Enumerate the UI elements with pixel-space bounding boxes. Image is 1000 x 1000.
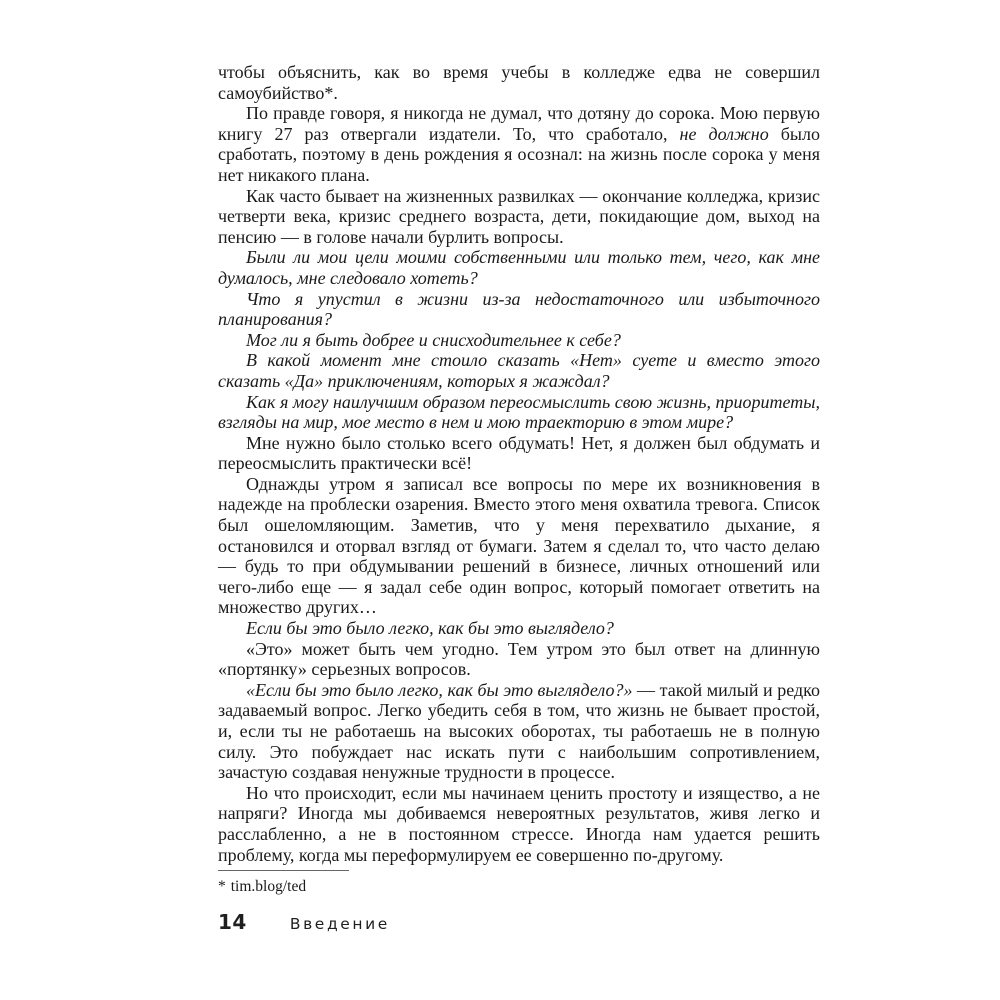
paragraph — [218, 392, 820, 433]
text-run: — такой милый и редко задаваемый вопрос. Легко убедить себя в том, что жизнь не бывает простой, и, если ты не работаешь на высоких оборотах, ты работаешь не в полную силу. Это побуждает нас искать пути с наибольшим сопротивлением, зачастую создавая ненужные трудности в процессе. — [218, 679, 820, 783]
paragraph — [218, 783, 820, 865]
page-footer — [218, 910, 390, 934]
text-run: Что я упустил в жизни из-за недостаточного или избыточного планирования? — [218, 288, 820, 330]
footnote — [218, 870, 349, 896]
footnote-divider — [218, 870, 349, 871]
text-run: Мог ли я быть добрее и снисходительнее к себе? — [246, 329, 621, 350]
text-run: Мне нужно было столько всего обдумать! Нет, я должен был обдумать и переосмыслить практически всё! — [218, 432, 820, 474]
paragraph — [218, 618, 820, 639]
emphasized-text: «Если бы это было легко, как бы это выглядело?» — [246, 679, 633, 700]
paragraph — [218, 103, 820, 185]
text-run: Как часто бывает на жизненных развилках — окончание колледжа, кризис четверти века, кризис среднего возраста, дети, покидающие дом, выход на пенсию — в голове начали бурлить вопросы. — [218, 185, 820, 247]
paragraph — [218, 474, 820, 618]
text-run: «Это» может быть чем угодно. Тем утром это был ответ на длинную «портянку» серьезных вопросов. — [218, 638, 820, 680]
paragraph — [218, 330, 820, 351]
footnote-marker: * — [218, 878, 226, 895]
text-run: Как я могу наилучшим образом переосмыслить свою жизнь, приоритеты, взгляды на мир, мое место в нем и мою траекторию в этом мире? — [218, 391, 820, 433]
text-run: Если бы это было легко, как бы это выглядело? — [246, 618, 614, 639]
text-run: чтобы объяснить, как во время учебы в колледже едва не совершил самоубийство*. — [218, 62, 820, 103]
text-run: В какой момент мне стоило сказать «Нет» суете и вместо этого сказать «Да» приключениям, которых я жаждал? — [218, 350, 820, 391]
paragraph — [218, 289, 820, 330]
paragraph — [218, 62, 820, 103]
text-run: Но что происходит, если мы начинаем ценить простоту и изящество, а не напряги? Иногда мы добиваемся невероятных результатов, живя легко и расслабленно, а не в постоянном стрессе. Иногда нам удается решить проблему, когда мы переформулируем ее совершенно по-другому. — [218, 782, 820, 865]
paragraph — [218, 680, 820, 783]
section-title: Введение — [289, 915, 390, 933]
paragraph — [218, 186, 820, 248]
text-run: По правде говоря, я никогда не думал, что дотяну до сорока. Мою первую книгу 27 раз отвергали издатели. То, что сработало, — [218, 103, 820, 144]
text-run: Были ли мои цели моими собственными или только тем, чего, как мне думалось, мне следовало хотеть? — [218, 247, 820, 288]
text-run: Однажды утром я записал все вопросы по мере их возникновения в надежде на проблески озарения. Вместо этого меня охватила тревога. Список был ошеломляющим. Заметив, что у меня перехватило дыхание, я остановился и оторвал взгляд от бумаги. Затем я сделал то, что часто делаю — будь то при обдумывании решений в бизнесе, личных отношений или чего-либо еще — я задал себе один вопрос, который помогает ответить на множество других… — [218, 473, 820, 618]
page-number: 14 — [218, 910, 247, 934]
paragraph — [218, 350, 820, 391]
footnote-url: tim.blog/ted — [230, 878, 307, 895]
paragraph — [218, 433, 820, 474]
body-paragraphs — [218, 62, 820, 865]
footnote-text — [218, 878, 349, 896]
emphasized-text: не должно — [679, 123, 769, 144]
paragraph — [218, 247, 820, 288]
paragraph — [218, 639, 820, 680]
text-run: было сработать, поэтому в день рождения я осознал: на жизнь после сорока у меня нет никакого плана. — [218, 123, 820, 185]
